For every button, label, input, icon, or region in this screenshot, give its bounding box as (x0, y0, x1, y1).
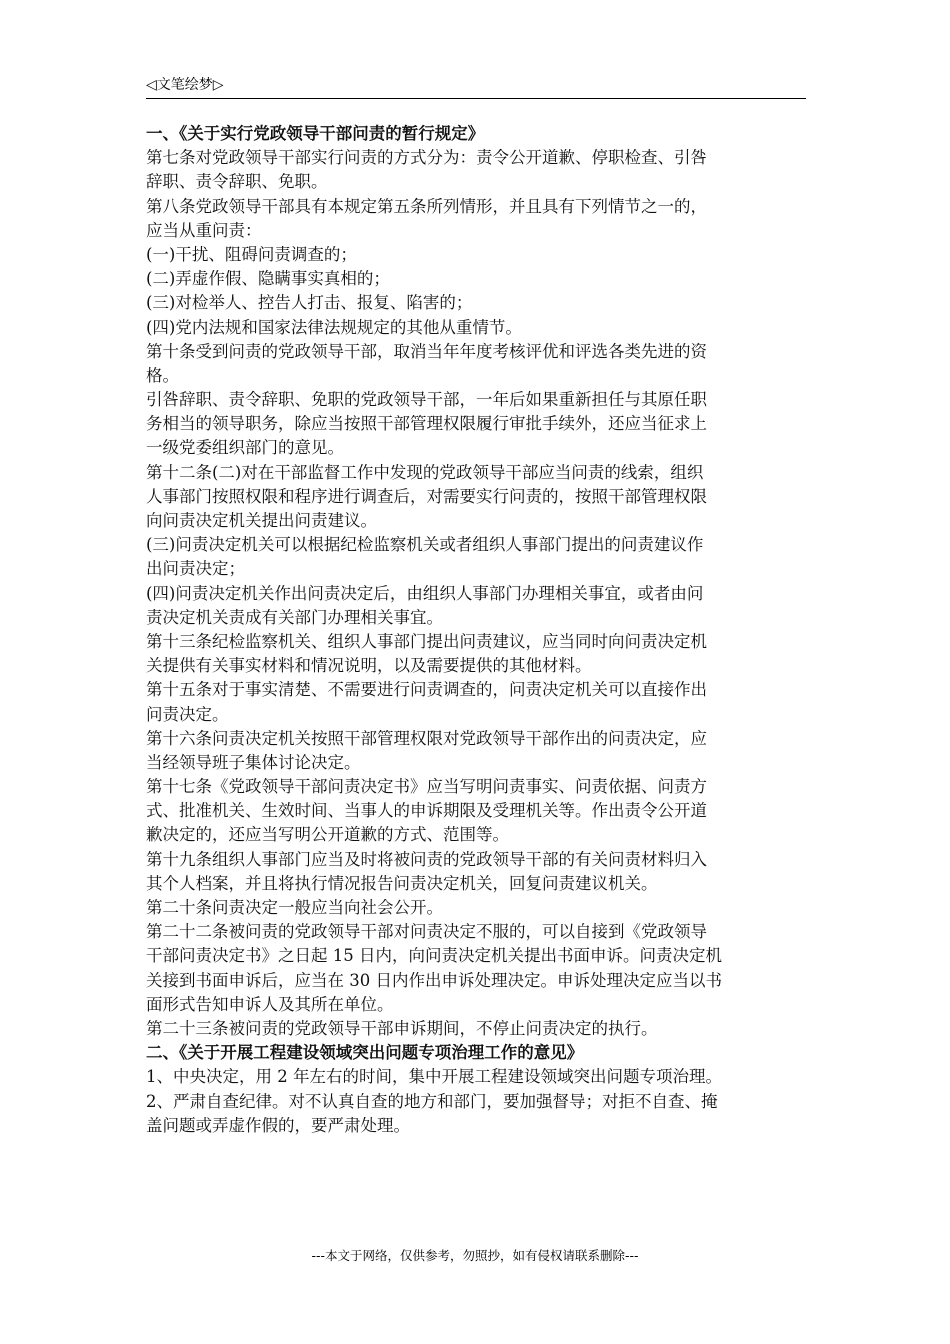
text-line: 关接到书面申诉后，应当在 30 日内作出申诉处理决定。申诉处理决定应当以书 (146, 970, 722, 990)
document-body (146, 122, 806, 1138)
text-line: 第十七条《党政领导干部问责决定书》应当写明问责事实、问责依据、问责方 (146, 777, 707, 797)
page-footer: ---本文于网络，仅供参考，勿照抄，如有侵权请联系删除--- (311, 1248, 639, 1263)
text-line: 第十五条对于事实清楚、不需要进行问责调查的，问责决定机关可以直接作出 (146, 680, 707, 700)
page-header (146, 72, 806, 99)
header-title: ◁文笔绘梦▷ (146, 77, 224, 93)
text-line: 第十三条纪检监察机关、组织人事部门提出问责建议，应当同时向问责决定机 (146, 631, 707, 651)
text-line: 其个人档案，并且将执行情况报告问责决定机关，回复问责建议机关。 (146, 873, 658, 893)
text-line: 第十九条组织人事部门应当及时将被问责的党政领导干部的有关问责材料归入 (146, 849, 707, 869)
text-line: 第二十二条被问责的党政领导干部对问责决定不服的，可以自接到《党政领导 (146, 922, 707, 942)
text-line: 干部问责决定书》之日起 15 日内，向问责决定机关提出书面申诉。问责决定机 (146, 946, 722, 966)
text-line: 歉决定的，还应当写明公开道歉的方式、范围等。 (146, 825, 509, 845)
text-line: 关提供有关事实材料和情况说明，以及需要提供的其他材料。 (146, 656, 592, 676)
text-line: 第十条受到问责的党政领导干部，取消当年年度考核评优和评选各类先进的资 (146, 341, 707, 361)
text-line: 人事部门按照权限和程序进行调查后，对需要实行问责的，按照干部管理权限 (146, 486, 707, 506)
text-line: 格。 (146, 365, 179, 385)
text-line: 式、批准机关、生效时间、当事人的申诉期限及受理机关等。作出责令公开道 (146, 801, 707, 821)
text-line: 问责决定。 (146, 704, 229, 724)
text-line: (三)问责决定机关可以根据纪检监察机关或者组织人事部门提出的问责建议作 (146, 535, 704, 555)
text-line: 第八条党政领导干部具有本规定第五条所列情形，并且具有下列情节之一的， (146, 196, 707, 216)
text-line: 引咎辞职、责令辞职、免职的党政领导干部，一年后如果重新担任与其原任职 (146, 390, 707, 410)
text-line: 当经领导班子集体讨论决定。 (146, 752, 361, 772)
text-line: 第二十三条被问责的党政领导干部申诉期间，不停止问责决定的执行。 (146, 1018, 658, 1038)
text-line: 第十二条(二)对在干部监督工作中发现的党政领导干部应当问责的线索，组织 (146, 462, 704, 482)
text-line: (二)弄虚作假、隐瞒事实真相的； (146, 269, 390, 289)
text-line: 第二十条问责决定一般应当向社会公开。 (146, 898, 443, 917)
text-line: (三)对检举人、控告人打击、报复、陷害的； (146, 293, 473, 313)
text-line: 第七条对党政领导干部实行问责的方式分为：责令公开道歉、停职检查、引咎 (146, 148, 707, 168)
text-line: 一级党委组织部门的意见。 (146, 438, 344, 458)
text-line: 应当从重问责： (146, 220, 262, 240)
text-line: (四)问责决定机关作出问责决定后，由组织人事部门办理相关事宜，或者由问 (146, 583, 704, 603)
text-line: 第十六条问责决定机关按照干部管理权限对党政领导干部作出的问责决定，应 (146, 728, 707, 748)
text-line: 向问责决定机关提出问责建议。 (146, 511, 377, 530)
text-line: 责决定机关责成有关部门办理相关事宜。 (146, 607, 443, 627)
text-line: (四)党内法规和国家法律法规规定的其他从重情节。 (146, 317, 522, 337)
text-line: (一)干扰、阻碍问责调查的； (146, 244, 357, 264)
text-line: 务相当的领导职务，除应当按照干部管理权限履行审批手续外，还应当征求上 (146, 414, 707, 434)
text-line: 面形式告知申诉人及其所在单位。 (146, 994, 394, 1014)
text-line: 辞职、责令辞职、免职。 (146, 172, 328, 192)
section-heading: 二、《关于开展工程建设领域突出问题专项治理工作的意见》 (146, 1043, 584, 1063)
section-heading: 一、《关于实行党政领导干部问责的暂行规定》 (146, 124, 485, 143)
text-line: 2、严肃自查纪律。对不认真自查的地方和部门，要加强督导；对拒不自查、掩 (146, 1091, 718, 1111)
text-line: 1、中央决定，用 2 年左右的时间，集中开展工程建设领域突出问题专项治理。 (146, 1067, 722, 1087)
text-line: 出问责决定； (146, 559, 245, 579)
text-line: 盖问题或弄虚作假的，要严肃处理。 (146, 1115, 410, 1135)
